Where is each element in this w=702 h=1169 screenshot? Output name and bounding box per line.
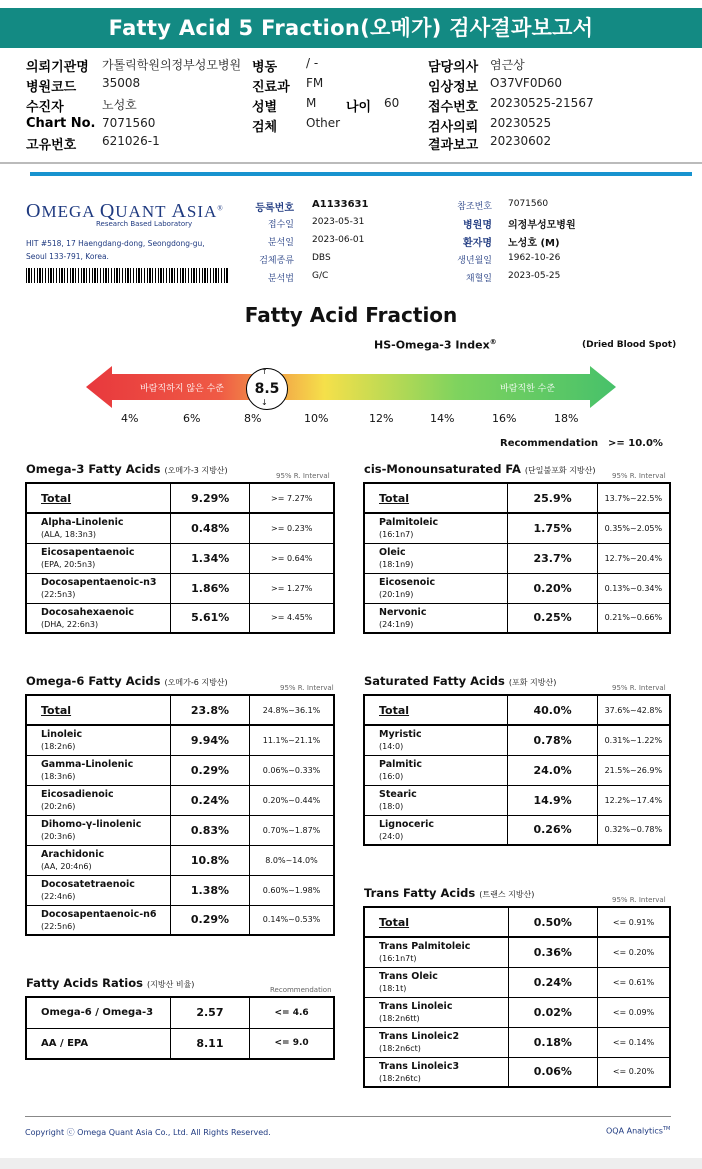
row-name: Total <box>26 483 171 513</box>
table-row <box>364 573 670 603</box>
barcode-icon <box>26 268 228 283</box>
table-row <box>26 815 334 845</box>
row-name: Oleic <box>379 547 406 558</box>
row-name: Omega-6 / Omega-3 <box>26 997 170 1028</box>
row-value: 10.8% <box>170 845 249 875</box>
row-name: Lignoceric <box>379 818 435 830</box>
info-value: 의정부성모병원 <box>508 220 576 231</box>
row-range: 0.06%~0.33% <box>250 755 334 785</box>
row-value: 0.02% <box>508 997 597 1027</box>
row-sub: (20:3n6) <box>41 832 76 841</box>
row-value: 0.26% <box>508 815 597 845</box>
row-name: Arachidonic <box>41 849 105 860</box>
row-name: Docosapentaenoic-n6 <box>41 908 157 920</box>
row-value: 0.18% <box>508 1027 597 1057</box>
ri-label: 95% R. Interval <box>612 684 666 692</box>
row-name: Total <box>364 907 508 937</box>
label-receipt-no: 접수번호 <box>428 100 479 115</box>
table-row <box>364 785 670 815</box>
table-row <box>26 875 334 905</box>
table-row <box>26 603 334 633</box>
main-title: Fatty Acid Fraction <box>244 303 458 327</box>
row-value: 1.86% <box>171 573 250 603</box>
value-sex: M <box>306 96 317 110</box>
label-doctor: 담당의사 <box>428 60 479 75</box>
row-sub: (16:1n7) <box>379 530 414 540</box>
row-value: 5.61% <box>171 603 250 633</box>
info-value: 7071560 <box>508 199 549 209</box>
row-value: 0.78% <box>508 725 597 755</box>
row-sub: (18:0) <box>379 802 404 811</box>
table-row <box>26 725 334 755</box>
row-value: 0.29% <box>170 755 249 785</box>
table-row <box>26 905 334 935</box>
ratios-section-title: Fatty Acids Ratios (지방산 비율) <box>26 976 195 990</box>
table-row <box>26 997 334 1028</box>
row-range: 37.6%~42.8% <box>597 695 670 725</box>
row-value: 0.25% <box>508 603 597 633</box>
omega-quant-asia-logo: OMEGA QUANT ASIA® <box>26 200 224 222</box>
table-row <box>364 725 670 755</box>
row-range: >= 0.23% <box>250 513 334 543</box>
row-value: 0.29% <box>170 905 249 935</box>
ratios-recommendation-label: Recommendation <box>270 986 332 994</box>
value-hospital-code: 35008 <box>102 76 141 90</box>
row-name: Total <box>364 483 508 513</box>
row-range: <= 0.20% <box>598 937 670 967</box>
row-sub: (22:5n3) <box>41 590 76 599</box>
info-value: 2023-05-25 <box>508 271 561 281</box>
value-department: FM <box>306 76 324 90</box>
row-name: Trans Linoleic3 <box>379 1060 460 1072</box>
table-row <box>364 937 670 967</box>
gauge-tick: 10% <box>304 412 329 425</box>
table-row <box>26 845 334 875</box>
row-sub: (22:4n6) <box>41 892 76 901</box>
label-unique-no: 고유번호 <box>26 138 77 153</box>
row-sub: (16:1n7t) <box>379 954 417 964</box>
row-name: Docosapentaenoic-n3 <box>41 577 157 588</box>
info-label: 분석일 <box>267 238 294 248</box>
row-value: 0.24% <box>508 967 597 997</box>
value-doctor: 염근상 <box>490 58 525 72</box>
row-sub: (AA, 20:4n6) <box>41 862 92 871</box>
table-row <box>364 1057 670 1087</box>
row-sub: (EPA, 20:5n3) <box>41 560 96 569</box>
info-value: 2023-06-01 <box>312 235 365 245</box>
table-row <box>26 1028 334 1059</box>
cis-mono-section-title: cis-Monounsaturated FA (단일불포화 지방산) <box>364 462 596 476</box>
table-row-total <box>26 483 334 513</box>
row-value: 24.0% <box>508 755 597 785</box>
label-ward: 병동 <box>252 60 278 75</box>
label-test-request: 검사의뢰 <box>428 120 479 135</box>
value-test-request: 20230525 <box>490 116 552 130</box>
table-row <box>26 573 334 603</box>
trans-table <box>363 906 671 1088</box>
info-label: 분석법 <box>267 274 294 284</box>
row-range: 0.31%~1.22% <box>597 725 670 755</box>
info-value: 2023-05-31 <box>312 217 365 227</box>
row-name: Palmitic <box>379 759 422 770</box>
row-sub: (20:2n6) <box>41 802 76 811</box>
row-range: 0.13%~0.34% <box>597 573 670 603</box>
row-value: 40.0% <box>508 695 597 725</box>
value-unique-no: 621026-1 <box>102 134 160 148</box>
row-sub: (16:0) <box>379 772 404 781</box>
arrow-up-icon: ↑ <box>261 367 268 376</box>
row-range: 24.8%~36.1% <box>250 695 334 725</box>
gauge-tick: 14% <box>430 412 455 425</box>
row-value: 8.11 <box>170 1028 249 1059</box>
sample-note: (Dried Blood Spot) <box>582 340 677 350</box>
info-label: 생년월일 <box>457 256 492 266</box>
row-name: Dihomo-γ-linolenic <box>41 819 142 830</box>
table-row-total <box>364 695 670 725</box>
table-row <box>26 755 334 785</box>
label-specimen: 검체 <box>252 120 278 135</box>
row-value: 1.75% <box>508 513 597 543</box>
table-row <box>364 997 670 1027</box>
row-sub: (14:0) <box>379 742 404 752</box>
row-range: 0.21%~0.66% <box>597 603 670 633</box>
saturated-section-title: Saturated Fatty Acids (포화 지방산) <box>364 674 557 688</box>
table-row <box>26 513 334 543</box>
footer-divider <box>25 1116 671 1117</box>
arrow-down-icon: ↓ <box>261 398 268 407</box>
table-row <box>364 815 670 845</box>
value-age: 60 <box>384 96 400 110</box>
row-value: 25.9% <box>508 483 597 513</box>
info-value: A1133631 <box>312 199 369 210</box>
label-department: 진료과 <box>252 80 290 95</box>
oqa-analytics-brand: OQA Analytics™ <box>606 1126 671 1136</box>
row-sub: (18:1n9) <box>379 560 414 569</box>
row-range: 0.70%~1.87% <box>250 815 334 845</box>
table-row <box>364 543 670 573</box>
value-chart-no: 7071560 <box>102 116 156 130</box>
label-age: 나이 <box>346 100 372 115</box>
row-name: Eicosadienoic <box>41 789 114 800</box>
value-receipt-no: 20230525-21567 <box>490 96 594 110</box>
row-name: Gamma-Linolenic <box>41 759 134 770</box>
copyright-text: Copyright ⓒ Omega Quant Asia Co., Ltd. All Rights Reserved. <box>25 1128 271 1137</box>
row-range: 12.7%~20.4% <box>597 543 670 573</box>
row-sub: (ALA, 18:3n3) <box>41 530 97 540</box>
row-value: 0.20% <box>508 573 597 603</box>
row-sub: (24:0) <box>379 831 404 841</box>
gauge-tick: 12% <box>369 412 394 425</box>
row-sub: (22:5n6) <box>41 921 76 931</box>
gauge-tick: 6% <box>183 412 201 425</box>
row-value: 0.36% <box>508 937 597 967</box>
lab-subtitle: Research Based Laboratory <box>96 220 193 228</box>
row-range: <= 9.0 <box>250 1028 334 1059</box>
row-range: 13.7%~22.5% <box>597 483 670 513</box>
row-range: 11.1%~21.1% <box>250 725 334 755</box>
value-specimen: Other <box>306 116 341 130</box>
cis-mono-table <box>363 482 671 634</box>
table-row-total <box>364 483 670 513</box>
gauge-tick: 16% <box>492 412 517 425</box>
row-name: Palmitoleic <box>379 517 439 529</box>
table-row <box>364 1027 670 1057</box>
row-name: Total <box>364 695 508 725</box>
row-name: Docosatetraenoic <box>41 879 135 890</box>
row-range: >= 7.27% <box>250 483 334 513</box>
info-label: 참조번호 <box>457 202 492 212</box>
undesirable-level-label: 바람직하지 않은 수준 <box>140 384 224 394</box>
ri-label: 95% R. Interval <box>612 472 666 480</box>
row-value: 9.94% <box>170 725 249 755</box>
table-row <box>364 967 670 997</box>
row-value: 0.48% <box>171 513 250 543</box>
row-name: Trans Linoleic <box>379 1001 453 1012</box>
row-name: Nervonic <box>379 606 427 618</box>
lab-address-line2: Seoul 133-791, Korea. <box>26 252 109 261</box>
accent-divider <box>30 172 692 176</box>
trans-section-title: Trans Fatty Acids (트랜스 지방산) <box>364 886 535 900</box>
label-clinical-info: 임상정보 <box>428 80 479 95</box>
value-result-report: 20230602 <box>490 134 552 148</box>
table-row-total <box>26 695 334 725</box>
index-value-marker: 8.5 <box>246 368 288 410</box>
row-name: Trans Oleic <box>379 971 438 982</box>
row-range: 21.5%~26.9% <box>597 755 670 785</box>
row-range: 0.14%~0.53% <box>250 905 334 935</box>
row-name: Trans Palmitoleic <box>379 941 471 953</box>
ri-label: 95% R. Interval <box>612 896 666 904</box>
row-sub: (18:2n6ct) <box>379 1044 421 1053</box>
row-sub: (DHA, 22:6n3) <box>41 619 99 629</box>
info-value: DBS <box>312 253 331 263</box>
row-range: 0.20%~0.44% <box>250 785 334 815</box>
recommendation-label: Recommendation <box>500 438 599 449</box>
info-value: 노성호 (M) <box>508 238 560 249</box>
row-value: 0.24% <box>170 785 249 815</box>
row-name: Eicosenoic <box>379 577 436 588</box>
gauge-tick: 18% <box>554 412 579 425</box>
row-value: 0.83% <box>170 815 249 845</box>
ratios-table <box>25 996 335 1060</box>
label-chart-no: Chart No. <box>26 116 96 131</box>
omega6-section-title: Omega-6 Fatty Acids (오메가-6 지방산) <box>26 674 228 688</box>
info-label: 환자명 <box>463 238 492 249</box>
gauge-tick: 8% <box>244 412 262 425</box>
row-name: Trans Linoleic2 <box>379 1031 460 1042</box>
info-label: 채혈일 <box>465 274 492 284</box>
row-value: 23.8% <box>170 695 249 725</box>
value-clinical-info: O37VF0D60 <box>490 76 562 90</box>
row-value: 0.50% <box>508 907 597 937</box>
row-value: 2.57 <box>170 997 249 1028</box>
row-sub: (24:1n9) <box>379 619 414 629</box>
row-value: 9.29% <box>171 483 250 513</box>
index-title: HS-Omega-3 Index® <box>374 338 497 352</box>
row-sub: (18:2n6) <box>41 742 76 752</box>
lab-address-line1: HIT #518, 17 Haengdang-dong, Seongdong-gu, <box>26 239 205 248</box>
row-name: Eicosapentaenoic <box>41 547 135 558</box>
row-sub: (18:2n6tt) <box>379 1014 420 1023</box>
row-sub: (18:3n6) <box>41 772 76 781</box>
label-sex: 성별 <box>252 100 278 115</box>
row-range: 0.60%~1.98% <box>250 875 334 905</box>
row-sub: (20:1n9) <box>379 590 414 599</box>
value-ward: / - <box>306 56 319 70</box>
row-name: AA / EPA <box>41 1037 89 1049</box>
row-value: 1.34% <box>171 543 250 573</box>
row-range: <= 0.91% <box>598 907 670 937</box>
omega3-section-title: Omega-3 Fatty Acids (오메가-3 지방산) <box>26 462 228 476</box>
row-value: 23.7% <box>508 543 597 573</box>
row-range: <= 4.6 <box>250 997 334 1028</box>
row-name: Docosahexaenoic <box>41 606 135 618</box>
label-hospital-code: 병원코드 <box>26 80 77 95</box>
row-name: Alpha-Linolenic <box>41 517 124 529</box>
row-range: 12.2%~17.4% <box>597 785 670 815</box>
report-title: Fatty Acid 5 Fraction(오메가) 검사결과보고서 <box>0 8 702 48</box>
row-range: <= 0.09% <box>598 997 670 1027</box>
row-sub: (18:1t) <box>379 984 407 993</box>
saturated-table <box>363 694 671 846</box>
info-label: 접수일 <box>267 220 294 230</box>
table-row <box>364 755 670 785</box>
gauge-tick: 4% <box>121 412 139 425</box>
row-name: Linoleic <box>41 729 83 741</box>
desirable-level-label: 바람직한 수준 <box>500 384 556 394</box>
row-name: Myristic <box>379 729 422 741</box>
info-value: G/C <box>312 271 329 281</box>
row-range: >= 0.64% <box>250 543 334 573</box>
row-value: 14.9% <box>508 785 597 815</box>
row-sub: (18:2n6tc) <box>379 1073 421 1083</box>
row-range: <= 0.61% <box>598 967 670 997</box>
row-value: 0.06% <box>508 1057 597 1087</box>
info-label: 병원명 <box>463 220 492 231</box>
table-row <box>26 543 334 573</box>
row-range: >= 1.27% <box>250 573 334 603</box>
row-range: <= 0.20% <box>598 1057 670 1087</box>
label-patient: 수진자 <box>26 100 64 115</box>
recommendation-value: >= 10.0% <box>608 438 663 449</box>
row-name: Stearic <box>379 789 417 800</box>
row-name: Total <box>26 695 170 725</box>
page-bottom-band <box>0 1158 702 1169</box>
info-value: 1962-10-26 <box>508 253 561 263</box>
table-row <box>364 603 670 633</box>
omega3-table <box>25 482 335 634</box>
omega6-table <box>25 694 335 936</box>
table-row-total <box>364 907 670 937</box>
table-row <box>26 785 334 815</box>
info-label: 검체종류 <box>259 256 294 266</box>
value-patient: 노성호 <box>102 98 137 112</box>
row-range: <= 0.14% <box>598 1027 670 1057</box>
value-requesting-institution: 가톨릭학원의정부성모병원 <box>102 58 242 72</box>
row-value: 1.38% <box>170 875 249 905</box>
header-divider <box>0 162 702 164</box>
ri-label: 95% R. Interval <box>276 472 330 480</box>
row-range: >= 4.45% <box>250 603 334 633</box>
info-label: 등록번호 <box>255 203 294 214</box>
label-requesting-institution: 의뢰기관명 <box>26 60 89 75</box>
row-range: 8.0%~14.0% <box>250 845 334 875</box>
row-range: 0.35%~2.05% <box>597 513 670 543</box>
table-row <box>364 513 670 543</box>
row-range: 0.32%~0.78% <box>597 815 670 845</box>
ri-label: 95% R. Interval <box>280 684 334 692</box>
label-result-report: 결과보고 <box>428 138 479 153</box>
